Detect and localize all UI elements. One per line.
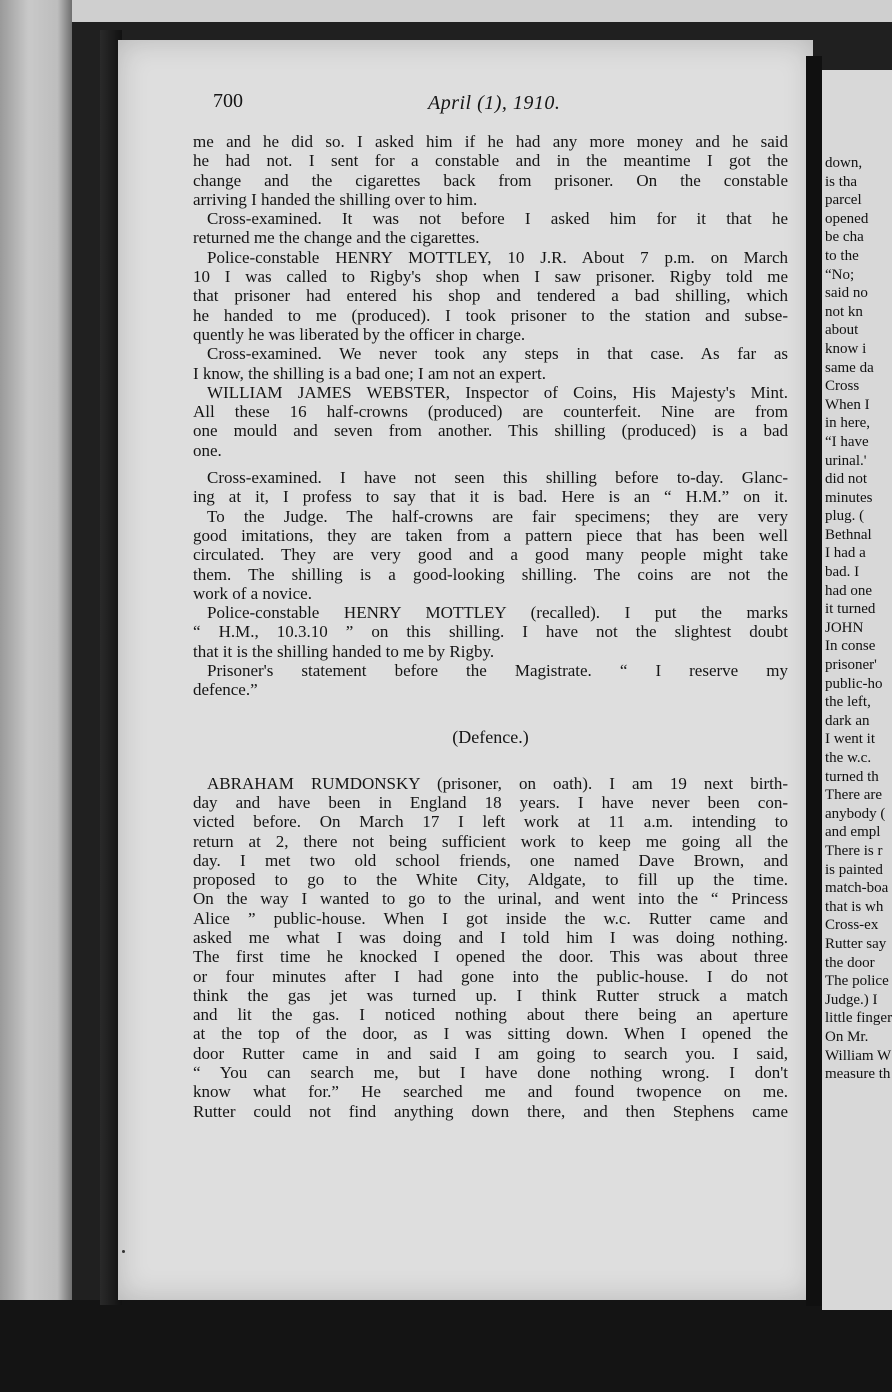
- facing-page-line: match-boa: [825, 880, 889, 897]
- facing-page-line: to the: [825, 247, 859, 264]
- text-line: Police-constable HENRY MOTTLEY (recalled). I put the marks: [207, 603, 788, 623]
- facing-page-line: I had a: [825, 545, 866, 562]
- text-line: good imitations, they are taken from a pattern piece that has been well: [193, 525, 788, 545]
- section-spacer: [193, 700, 788, 726]
- facing-page-line: parcel: [825, 192, 862, 209]
- facing-page-line: did not: [825, 471, 868, 488]
- text-line: Cross-examined. I have not seen this shilling before to-day. Glanc-: [207, 468, 788, 488]
- facing-page-line: little finger: [825, 1010, 892, 1027]
- text-line: one mould and seven from another. This shilling (produced) is a bad: [193, 421, 788, 441]
- facing-page-line: be cha: [825, 229, 864, 246]
- text-line: victed before. On March 17 I left work at 11 a.m. intending to: [193, 812, 788, 832]
- text-line: at the top of the door, as I was sitting down. When I opened the: [193, 1024, 788, 1044]
- page-number: 700: [213, 90, 243, 112]
- text-line: All these 16 half-crowns (produced) are counterfeit. Nine are from: [193, 402, 788, 422]
- text-line: and lit the gas. I noticed nothing about there being an aperture: [193, 1005, 788, 1025]
- facing-page-line: the door: [825, 954, 875, 971]
- text-line: 10 I was called to Rigby's shop when I saw prisoner. Rigby told me: [193, 267, 788, 287]
- facing-page-line: the w.c.: [825, 750, 872, 766]
- facing-page-line: prisoner': [825, 657, 877, 674]
- text-line: Prisoner's statement before the Magistrate. “ I reserve my: [207, 661, 788, 681]
- text-line: arriving I handed the shilling over to him.: [193, 189, 478, 209]
- book-left-edge: [0, 0, 72, 1392]
- facing-page-line: On Mr.: [825, 1028, 869, 1045]
- text-line: Rutter could not find anything down there, and then Stephens came: [193, 1101, 788, 1121]
- facing-page-line: turned th: [825, 768, 879, 785]
- text-line: Cross-examined. It was not before I asked him for it that he: [207, 209, 788, 229]
- facing-page-line: dark an: [825, 712, 870, 729]
- defence-paragraph: [193, 774, 788, 1121]
- facing-page-line: plug. (: [825, 508, 865, 525]
- text-line: think the gas jet was turned up. I think Rutter struck a match: [193, 985, 788, 1005]
- facing-page-line: “No;: [825, 266, 855, 283]
- facing-page-line: JOHN: [825, 619, 864, 636]
- facing-page-line: the left,: [825, 694, 871, 711]
- facing-page-line: Judge.) I: [825, 991, 878, 1008]
- text-line: proposed to go to the White City, Aldgate, to fill up the time.: [193, 870, 788, 890]
- facing-page-line: William W: [825, 1047, 892, 1064]
- facing-page-line: opened: [825, 210, 869, 227]
- text-line: “ You can search me, but I have done nothing wrong. I don't: [193, 1063, 788, 1083]
- facing-page-line: “I have: [825, 433, 869, 450]
- text-line: know what for.” He searched me and found twopence on me.: [193, 1082, 788, 1102]
- text-line: ing at it, I profess to say that it is bad. Here is an “ H.M.” on it.: [193, 487, 788, 507]
- facing-page-line: and empl: [825, 824, 881, 841]
- text-line: that it is the shilling handed to me by Rigby.: [193, 641, 495, 661]
- facing-page-line: about: [825, 322, 859, 339]
- facing-page-line: When I: [825, 396, 870, 413]
- text-line: them. The shilling is a good-looking shilling. The coins are not the: [193, 564, 788, 584]
- text-line: ABRAHAM RUMDONSKY (prisoner, on oath). I am 19 next birth-: [207, 773, 788, 793]
- facing-page-line: In conse: [825, 638, 876, 655]
- facing-page-line: in here,: [825, 415, 870, 432]
- facing-page-line: know i: [825, 340, 867, 357]
- facing-page-line: There is r: [825, 842, 883, 859]
- text-line: he handed to me (produced). I took prisoner to the station and subse-: [193, 305, 788, 325]
- facing-page-line: Bethnal: [825, 526, 872, 543]
- facing-page-line: same da: [825, 359, 874, 376]
- page-header: [118, 90, 813, 120]
- section-spacer: [193, 748, 788, 774]
- facing-page-line: The police: [825, 973, 889, 990]
- book-page: [118, 40, 813, 1300]
- text-line: asked me what I was doing and I told him I was doing nothing.: [193, 927, 788, 947]
- text-line: circulated. They are very good and a good many people might take: [193, 545, 788, 565]
- facing-page-line: There are: [825, 787, 883, 804]
- facing-page-line: is painted: [825, 861, 883, 878]
- testimony-paragraphs: [193, 132, 788, 700]
- text-line: WILLIAM JAMES WEBSTER, Inspector of Coins, His Majesty's Mint.: [207, 382, 788, 402]
- scan-top-margin: [0, 0, 892, 22]
- facing-page-line: public-ho: [825, 675, 883, 692]
- facing-page-line: not kn: [825, 303, 863, 320]
- text-line: I know, the shilling is a bad one; I am not an expert.: [193, 363, 546, 383]
- facing-page-line: I went it: [825, 731, 875, 748]
- facing-page-line: measure th: [825, 1066, 891, 1083]
- running-head: April (1), 1910.: [428, 92, 561, 114]
- facing-page-line: had one: [825, 582, 873, 599]
- text-line: To the Judge. The half-crowns are fair specimens; they are very: [207, 506, 788, 526]
- facing-page-line: it turned: [825, 601, 876, 618]
- text-line: quently he was liberated by the officer in charge.: [193, 324, 526, 344]
- facing-page-line: minutes: [825, 489, 873, 506]
- text-line: work of a novice.: [193, 583, 312, 603]
- facing-page-line: Rutter say: [825, 935, 887, 952]
- text-line: Alice ” public-house. When I got inside the w.c. Rutter came and: [193, 908, 788, 928]
- facing-page-line: urinal.': [825, 452, 867, 469]
- facing-page-line: Cross-ex: [825, 917, 879, 934]
- text-line: Cross-examined. We never took any steps in that case. As far as: [207, 344, 788, 364]
- facing-page-line: that is wh: [825, 898, 884, 915]
- scan-bottom-margin: [0, 1300, 892, 1392]
- text-line: On the way I wanted to go to the urinal, and went into the “ Princess: [193, 889, 788, 909]
- text-line: that prisoner had entered his shop and tendered a bad shilling, which: [193, 286, 788, 306]
- text-line: me and he did so. I asked him if he had any more money and he said: [193, 132, 788, 151]
- facing-page-line: anybody (: [825, 805, 886, 822]
- print-speck: [122, 1250, 125, 1253]
- text-line: “ H.M., 10.3.10 ” on this shilling. I have not the slightest doubt: [193, 622, 788, 642]
- text-line: defence.”: [193, 680, 258, 700]
- facing-page-line: said no: [825, 285, 868, 302]
- text-line: return at 2, there not being sufficient work to keep me going all the: [193, 831, 788, 851]
- facing-page-line: down,: [825, 155, 863, 171]
- facing-page-line: is tha: [825, 173, 858, 190]
- facing-page-line: Cross: [825, 378, 860, 395]
- text-line: day and have been in England 18 years. I have never been con-: [193, 792, 788, 812]
- text-line: or four minutes after I had gone into the public-house. I do not: [193, 966, 788, 986]
- text-line: he had not. I sent for a constable and in the meantime I got the: [193, 151, 788, 171]
- facing-page-fragment: [822, 70, 892, 1310]
- text-line: returned me the change and the cigarettes.: [193, 228, 480, 248]
- page-body: [193, 132, 788, 1121]
- section-heading: (Defence.): [452, 726, 529, 747]
- facing-page-line: bad. I: [825, 564, 860, 581]
- text-line: day. I met two old school friends, one named Dave Brown, and: [193, 850, 788, 870]
- text-line: door Rutter came in and said I am going to search you. I said,: [193, 1043, 788, 1063]
- text-line: one.: [193, 440, 222, 460]
- text-line: The first time he knocked I opened the door. This was about three: [193, 947, 788, 967]
- text-line: Police-constable HENRY MOTTLEY, 10 J.R. About 7 p.m. on March: [207, 247, 788, 267]
- page-gutter-divider: [806, 56, 822, 1306]
- text-line: change and the cigarettes back from prisoner. On the constable: [193, 170, 788, 190]
